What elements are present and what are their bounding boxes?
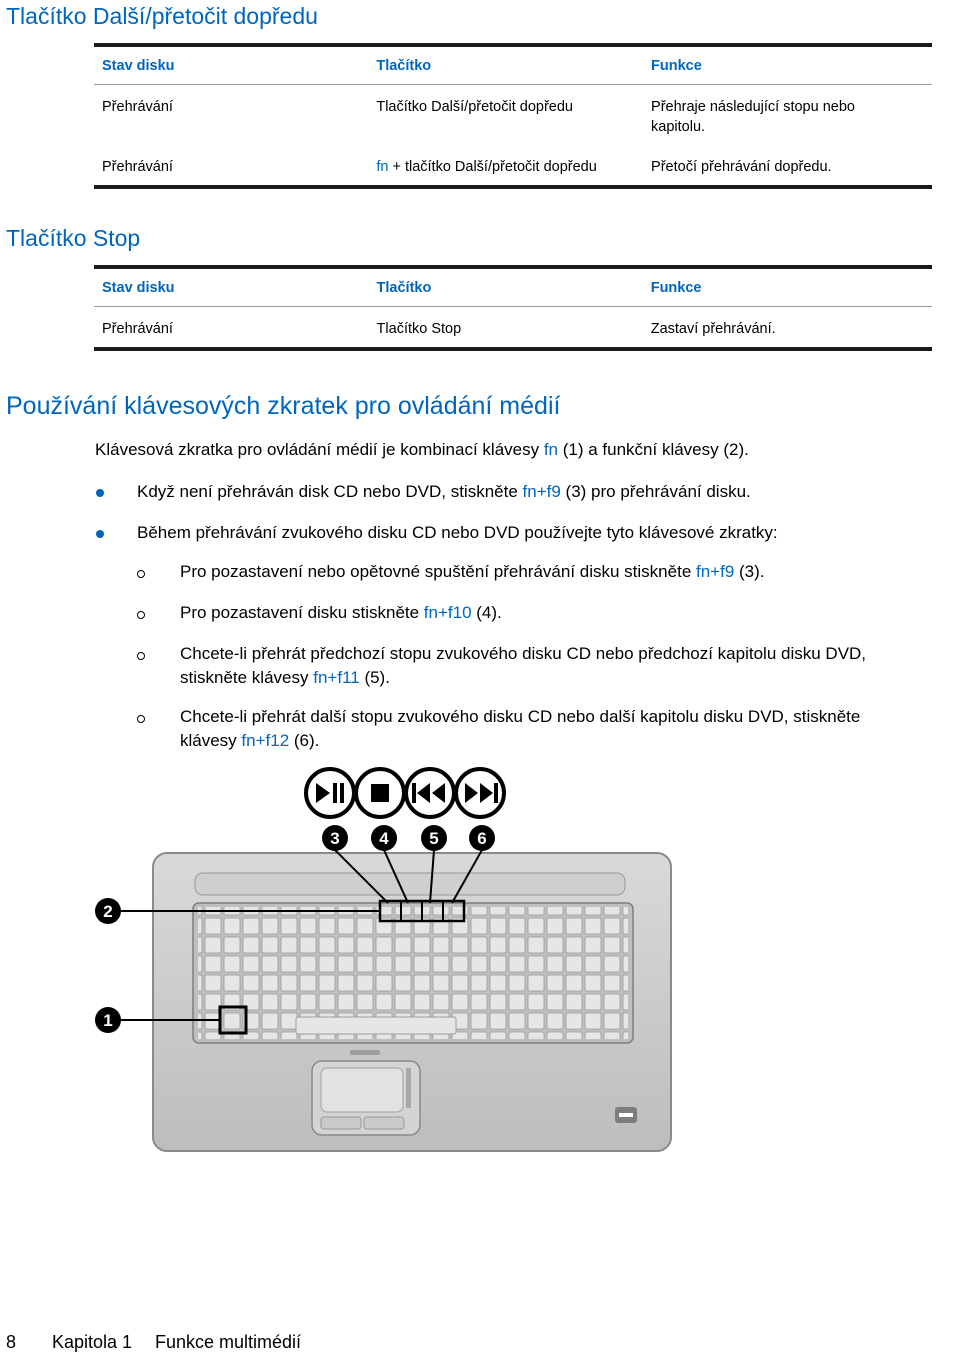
speaker-strip bbox=[195, 873, 625, 895]
column-header: Stav disku bbox=[94, 267, 369, 307]
sub-bullet-item bbox=[180, 560, 765, 584]
callout-number: 2 bbox=[103, 902, 113, 921]
section-title-next-button: Tlačítko Další/přetočit dopředu bbox=[6, 3, 318, 29]
sub-bullet-circle bbox=[137, 715, 145, 723]
fn-f12-link[interactable]: fn+f12 bbox=[241, 731, 290, 750]
table-cell bbox=[368, 145, 643, 187]
text: Když není přehráván disk CD nebo DVD, stiskněte bbox=[137, 482, 523, 501]
page-number: 8 bbox=[6, 1332, 17, 1352]
fn-key-link[interactable]: fn bbox=[543, 440, 559, 459]
sub-bullet-circle bbox=[137, 652, 145, 660]
text: (6). bbox=[289, 731, 320, 750]
text: stiskněte klávesy bbox=[180, 668, 314, 687]
table-cell: Přehrávání bbox=[102, 321, 173, 337]
callout-number: 6 bbox=[477, 829, 487, 848]
cell-line: kapitolu. bbox=[651, 119, 706, 135]
callout-badge-6 bbox=[469, 825, 495, 851]
section-title-stop-button: Tlačítko Stop bbox=[6, 225, 141, 251]
callout-number: 4 bbox=[379, 829, 389, 848]
column-header: Tlačítko bbox=[369, 267, 643, 307]
stop-icon bbox=[356, 769, 404, 817]
column-header: Stav disku bbox=[94, 45, 368, 85]
text: (5). bbox=[359, 668, 390, 687]
table-cell: Přehrávání bbox=[102, 159, 173, 175]
column-header: Funkce bbox=[643, 45, 932, 85]
table-cell: Tlačítko Stop bbox=[376, 321, 462, 337]
fn-key-link[interactable]: fn bbox=[376, 159, 389, 175]
callout-badge-4 bbox=[371, 825, 397, 851]
previous-rewind-icon bbox=[406, 769, 454, 817]
callout-number: 3 bbox=[330, 829, 340, 848]
text: (4). bbox=[471, 603, 502, 622]
section-title-media-hotkeys: Používání klávesových zkratek pro ovládání médií bbox=[6, 392, 561, 420]
text: Pro pozastavení disku stiskněte bbox=[180, 603, 424, 622]
fn-f9-link[interactable]: fn+f9 bbox=[522, 482, 561, 501]
callout-badge-1 bbox=[95, 1007, 121, 1033]
text: (1) a funkční klávesy (2). bbox=[558, 440, 749, 459]
play-pause-icon bbox=[306, 769, 354, 817]
sub-bullet-item bbox=[180, 642, 866, 690]
callout-badge-5 bbox=[421, 825, 447, 851]
text: Chcete-li přehrát další stopu zvukového disku CD nebo další kapitolu disku DVD, stiskněte bbox=[180, 707, 861, 726]
table-cell bbox=[643, 85, 932, 146]
table-row bbox=[94, 85, 932, 146]
cell-line: Přehraje následující stopu nebo bbox=[651, 99, 855, 115]
text: (3). bbox=[734, 562, 765, 581]
sub-bullet-item bbox=[180, 705, 860, 753]
chapter-title: Funkce multimédií bbox=[155, 1332, 302, 1352]
chapter-label: Kapitola 1 bbox=[52, 1332, 133, 1352]
bullet-dot bbox=[96, 489, 104, 497]
text: (3) pro přehrávání disku. bbox=[560, 482, 751, 501]
callout-badge-3 bbox=[322, 825, 348, 851]
cell-text: + tlačítko Další/přetočit dopředu bbox=[388, 159, 597, 175]
next-button-table bbox=[94, 43, 932, 189]
text: klávesy bbox=[180, 731, 242, 750]
text: Chcete-li přehrát předchozí stopu zvukového disku CD nebo předchozí kapitolu disku DVD, bbox=[180, 644, 867, 663]
callout-badge-2 bbox=[95, 898, 121, 924]
text: Pro pozastavení nebo opětovné spuštění přehrávání disku stiskněte bbox=[180, 562, 696, 581]
bullet-dot bbox=[96, 530, 104, 538]
table-cell: Zastaví přehrávání. bbox=[650, 321, 776, 337]
keyboard-figure bbox=[90, 765, 680, 1155]
callout-number: 5 bbox=[429, 829, 439, 848]
bullet-item bbox=[137, 480, 751, 504]
callout-number: 1 bbox=[103, 1011, 113, 1030]
table-row bbox=[94, 307, 932, 350]
next-forward-icon bbox=[456, 769, 504, 817]
table-cell: Přehrávání bbox=[102, 99, 173, 115]
table-row bbox=[94, 145, 932, 187]
bullet-item: Během přehrávání zvukového disku CD nebo DVD používejte tyto klávesové zkratky: bbox=[137, 523, 778, 542]
space-bar bbox=[296, 1017, 456, 1034]
sub-bullet-circle bbox=[137, 611, 145, 619]
stop-button-table bbox=[94, 265, 932, 351]
column-header: Tlačítko bbox=[368, 45, 643, 85]
sub-bullet-item bbox=[180, 601, 502, 625]
table-cell: Přetočí přehrávání dopředu. bbox=[651, 159, 832, 175]
fn-f10-link[interactable]: fn+f10 bbox=[423, 603, 472, 622]
sub-bullet-circle bbox=[137, 570, 145, 578]
fn-f9-link[interactable]: fn+f9 bbox=[696, 562, 735, 581]
table-header-row bbox=[94, 267, 932, 307]
column-header: Funkce bbox=[643, 267, 932, 307]
table-cell: Tlačítko Další/přetočit dopředu bbox=[376, 99, 573, 115]
text: Klávesová zkratka pro ovládání médií je kombinací klávesy bbox=[95, 440, 544, 459]
table-header-row bbox=[94, 45, 932, 85]
intro-paragraph bbox=[95, 438, 749, 462]
fn-f11-link[interactable]: fn+f11 bbox=[313, 668, 360, 687]
